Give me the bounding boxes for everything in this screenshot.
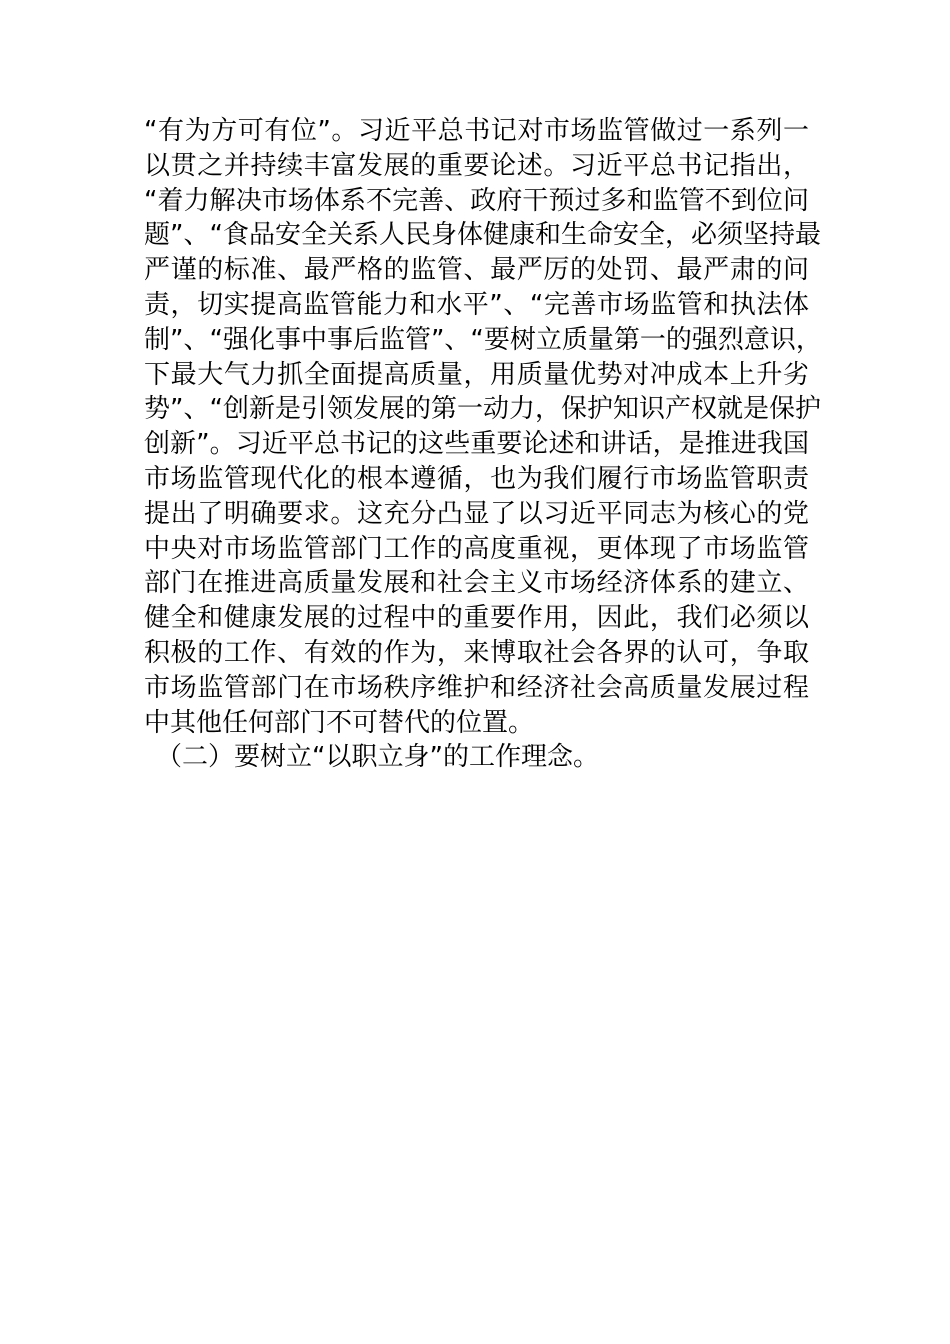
paragraph-line-15: 健全和健康发展的过程中的重要作用，因此，我们必须以 (144, 603, 809, 634)
paragraph-line-5: 严谨的标准、最严格的监管、最严厉的处罚、最严肃的问 (144, 255, 809, 286)
paragraph-line-13: 中央对市场监管部门工作的高度重视，更体现了市场监管 (144, 533, 809, 564)
paragraph-line-7: 制”、“强化事中事后监管”、“要树立质量第一的强烈意识， (144, 324, 822, 355)
paragraph-line-12: 提出了明确要求。这充分凸显了以习近平同志为核心的党 (144, 498, 809, 529)
document-body (144, 114, 822, 775)
paragraph-line-1: “有为方可有位”。习近平总书记对市场监管做过一系列一 (144, 116, 809, 146)
paragraph-line-18: 中其他任何部门不可替代的位置。 (144, 707, 535, 738)
paragraph-line-16: 积极的工作、有效的作为，来博取社会各界的认可，争取 (144, 637, 809, 668)
paragraph-line-3: “着力解决市场体系不完善、政府干预过多和监管不到位问 (144, 185, 809, 216)
paragraph-line-4: 题”、“食品安全关系人民身体健康和生命安全，必须坚持最 (144, 220, 821, 251)
paragraph-line-11: 市场监管现代化的根本遵循，也为我们履行市场监管职责 (144, 463, 809, 494)
paragraph-line-14: 部门在推进高质量发展和社会主义市场经济体系的建立、 (144, 568, 809, 599)
section-heading: （二）要树立“以职立身”的工作理念。 (156, 742, 599, 773)
paragraph-line-2: 以贯之并持续丰富发展的重要论述。习近平总书记指出， (144, 150, 809, 181)
paragraph-line-9: 势”、“创新是引领发展的第一动力，保护知识产权就是保护 (144, 394, 821, 425)
paragraph-line-6: 责，切实提高监管能力和水平”、“完善市场监管和执法体 (144, 289, 809, 320)
paragraph-line-8: 下最大气力抓全面提高质量，用质量优势对冲成本上升劣 (144, 359, 809, 390)
paragraph-line-17: 市场监管部门在市场秩序维护和经济社会高质量发展过程 (144, 672, 809, 703)
paragraph-line-10: 创新”。习近平总书记的这些重要论述和讲话，是推进我国 (144, 429, 809, 460)
